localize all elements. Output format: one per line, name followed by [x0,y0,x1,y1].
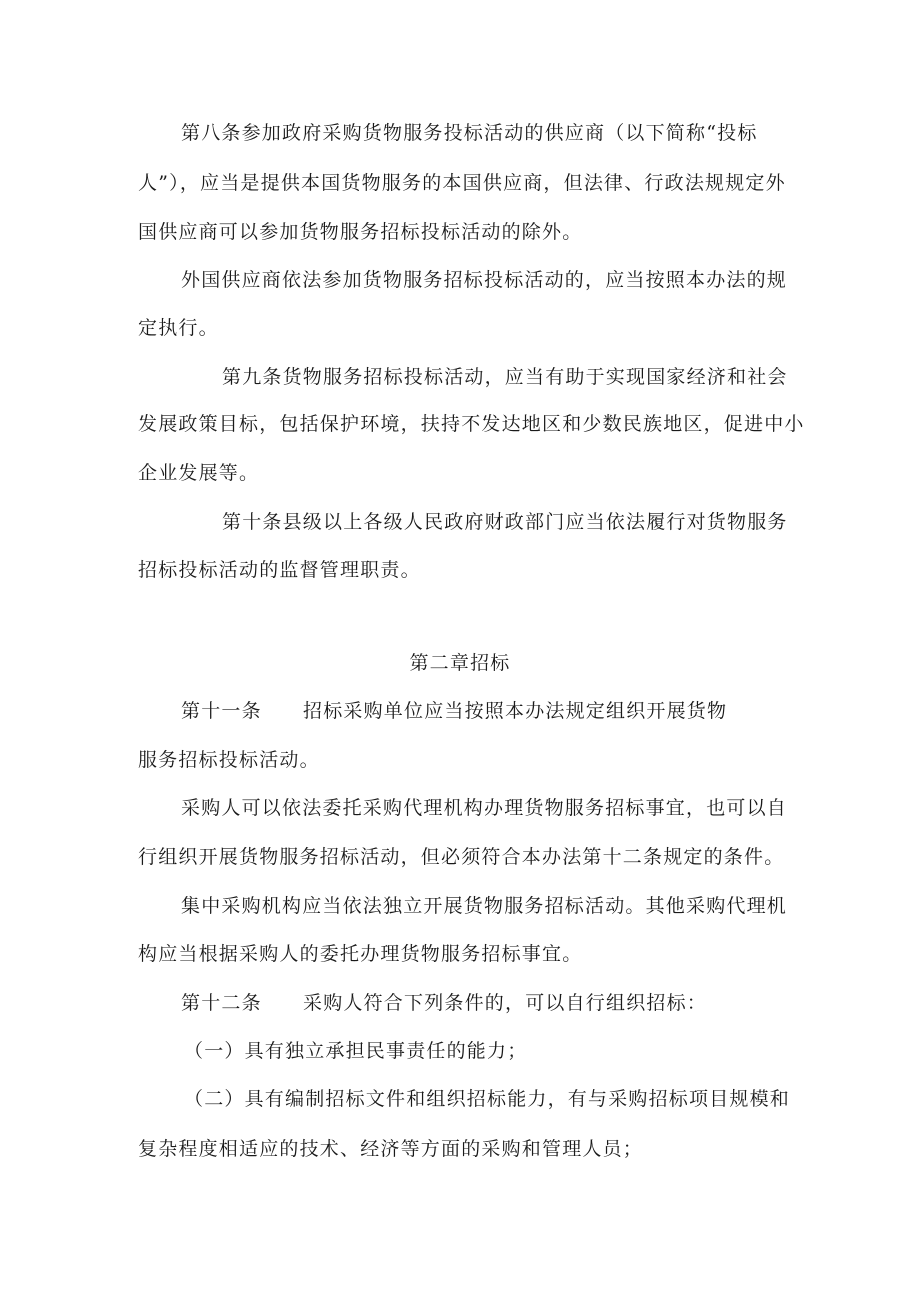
central-agency-line-2: 构应当根据采购人的委托办理货物服务招标事宜。 [138,943,583,965]
article-11-line-2: 服务招标投标活动。 [138,749,320,771]
article-10-line-1: 第十条县级以上各级人民政府财政部门应当依法履行对货物服务 [222,511,788,533]
article-12-number: 第十二条 [181,992,262,1014]
article-9-line-2: 发展政策目标，包括保护环境，扶持不发达地区和少数民族地区，促进中小 [138,413,805,435]
article-8-line-3: 国供应商可以参加货物服务招标投标活动的除外。 [138,221,583,243]
article-11-line-1: 招标采购单位应当按照本办法规定组织开展货物 [303,700,728,722]
article-8-line-2: 人”），应当是提供本国货物服务的本国供应商，但法律、行政法规规定外 [138,172,786,194]
article-9-line-3: 企业发展等。 [138,462,260,484]
article-9-line-1: 第九条货物服务招标投标活动，应当有助于实现国家经济和社会 [222,366,788,388]
purchaser-line-1: 采购人可以依法委托采购代理机构办理货物服务招标事宜，也可以自 [181,797,788,819]
article-12-line-1: 采购人符合下列条件的，可以自行组织招标： [303,992,708,1014]
chapter-2-title: 第二章招标 [409,652,511,674]
article-10-line-2: 招标投标活动的监督管理职责。 [138,559,421,581]
central-agency-line-1: 集中采购机构应当依法独立开展货物服务招标活动。其他采购代理机 [181,895,788,917]
purchaser-line-2: 行组织开展货物服务招标活动，但必须符合本办法第十二条规定的条件。 [138,846,785,868]
article-8-line-1: 第八条参加政府采购货物服务投标活动的供应商（以下简称“投标 [181,122,758,144]
condition-2-line-2: 复杂程度相适应的技术、经济等方面的采购和管理人员； [138,1138,644,1160]
article-11-number: 第十一条 [181,700,262,722]
foreign-supplier-line-2: 定执行。 [138,317,219,339]
condition-2-line-1: （二）具有编制招标文件和组织招标能力，有与采购招标项目规模和 [184,1088,791,1110]
condition-1: （一）具有独立承担民事责任的能力； [184,1040,528,1062]
foreign-supplier-line-1: 外国供应商依法参加货物服务招标投标活动的，应当按照本办法的规 [181,269,788,291]
